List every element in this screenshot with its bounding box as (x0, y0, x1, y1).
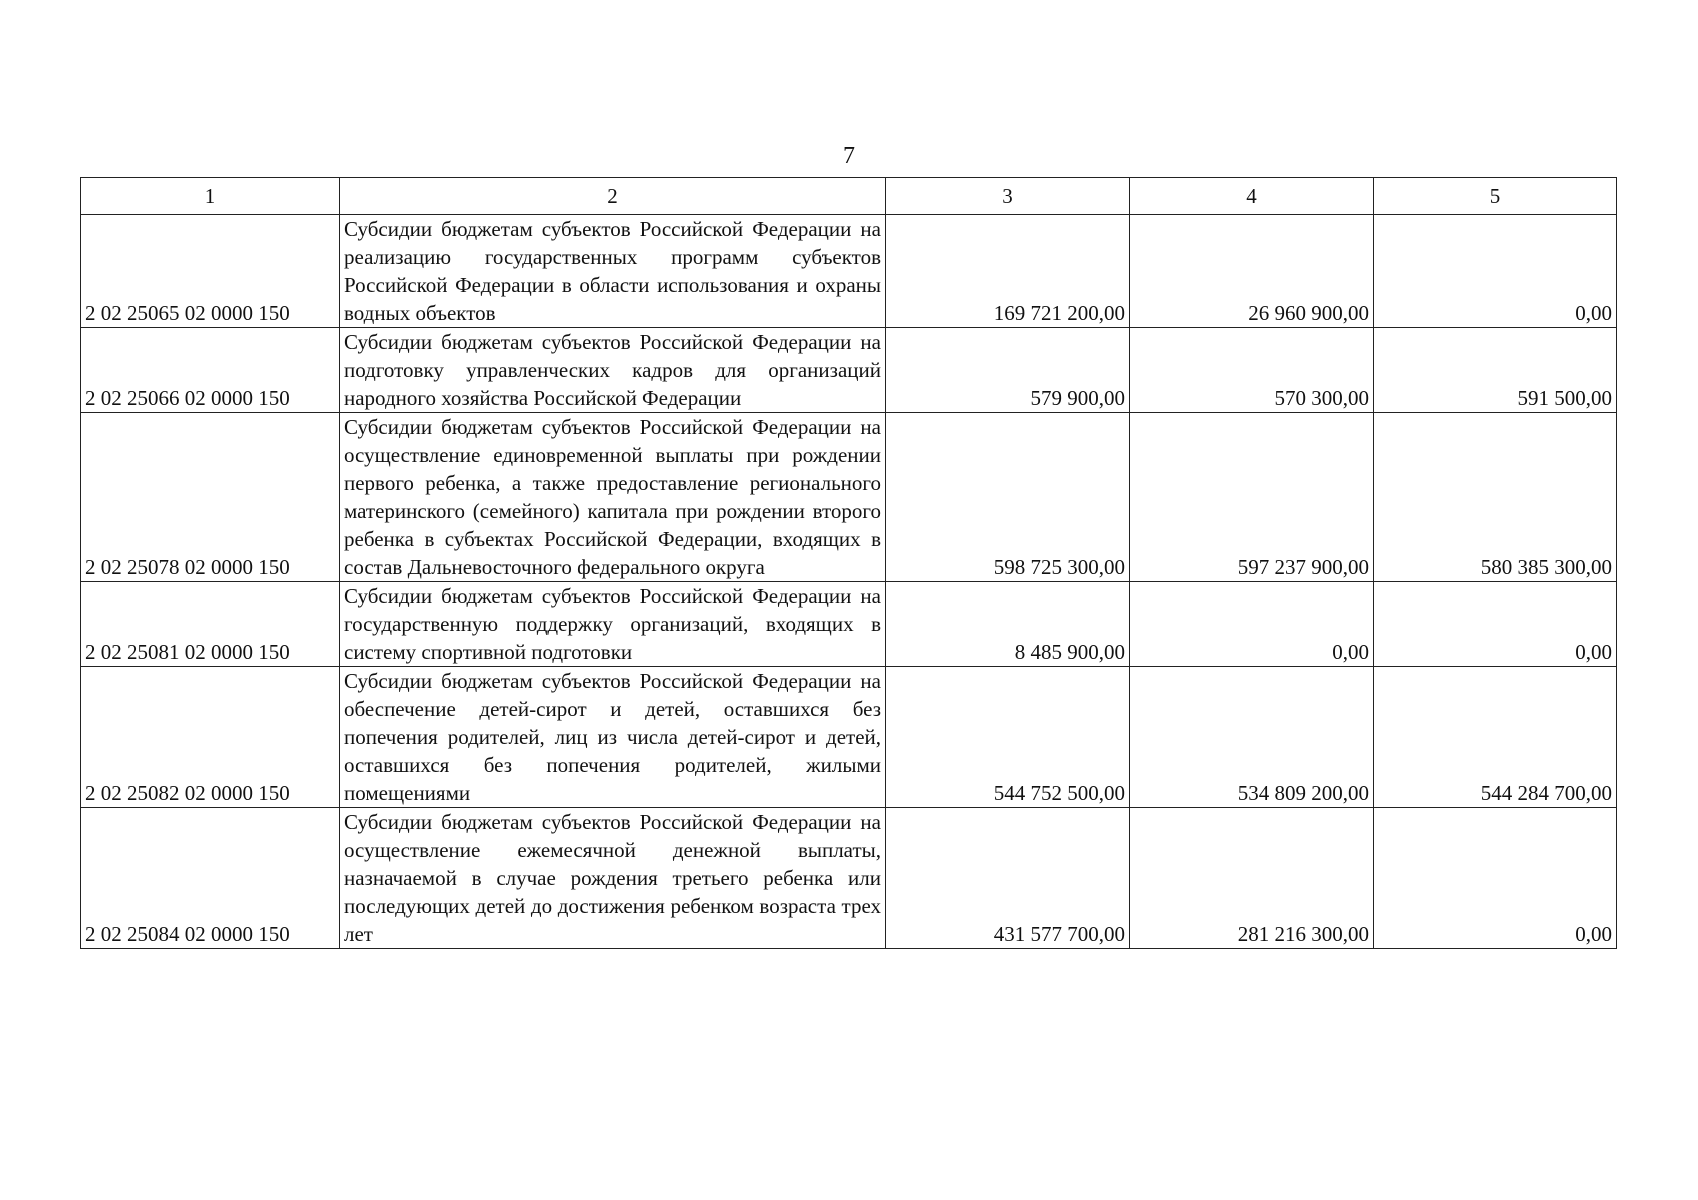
page-number-text: 7 (843, 143, 855, 169)
row-code: 2 02 25081 02 0000 150 (81, 582, 340, 667)
row-code: 2 02 25082 02 0000 150 (81, 667, 340, 808)
budget-table (80, 177, 1617, 949)
row-code: 2 02 25078 02 0000 150 (81, 413, 340, 582)
row-code: 2 02 25066 02 0000 150 (81, 328, 340, 413)
header-col-1: 1 (81, 178, 340, 215)
table-row (81, 667, 1617, 808)
table-row (81, 215, 1617, 328)
row-col5-value: 580 385 300,00 (1374, 413, 1617, 582)
row-col5-value: 0,00 (1374, 215, 1617, 328)
row-col5-value: 0,00 (1374, 582, 1617, 667)
table-body (81, 215, 1617, 949)
row-col4-value: 570 300,00 (1130, 328, 1374, 413)
row-col4-value: 534 809 200,00 (1130, 667, 1374, 808)
row-col3-value: 544 752 500,00 (886, 667, 1130, 808)
header-col-2: 2 (340, 178, 886, 215)
row-description: Субсидии бюджетам субъектов Российской Федерации на обеспечение детей-сирот и детей, оставшихся без попечения родителей, лиц из числа детей-сирот и детей, оставшихся без попечения родителей, жилыми помещениями (340, 667, 886, 808)
row-description: Субсидии бюджетам субъектов Российской Федерации на государственную поддержку организаций, входящих в систему спортивной подготовки (340, 582, 886, 667)
row-code: 2 02 25065 02 0000 150 (81, 215, 340, 328)
header-col-5: 5 (1374, 178, 1617, 215)
row-col5-value: 0,00 (1374, 808, 1617, 949)
row-description: Субсидии бюджетам субъектов Российской Федерации на осуществление ежемесячной денежной выплаты, назначаемой в случае рождения третьего ребенка или последующих детей до достижения ребенком возраста трех лет (340, 808, 886, 949)
table-row (81, 808, 1617, 949)
row-col3-value: 431 577 700,00 (886, 808, 1130, 949)
header-row (81, 178, 1617, 215)
row-col3-value: 579 900,00 (886, 328, 1130, 413)
row-col3-value: 8 485 900,00 (886, 582, 1130, 667)
row-col4-value: 281 216 300,00 (1130, 808, 1374, 949)
table-header (81, 178, 1617, 215)
header-col-3: 3 (886, 178, 1130, 215)
row-code: 2 02 25084 02 0000 150 (81, 808, 340, 949)
header-col-4: 4 (1130, 178, 1374, 215)
table-row (81, 582, 1617, 667)
row-description: Субсидии бюджетам субъектов Российской Федерации на реализацию государственных программ субъектов Российской Федерации в области использования и охраны водных объектов (340, 215, 886, 328)
table-row (81, 413, 1617, 582)
row-description: Субсидии бюджетам субъектов Российской Федерации на подготовку управленческих кадров для организаций народного хозяйства Российской Федерации (340, 328, 886, 413)
row-col3-value: 598 725 300,00 (886, 413, 1130, 582)
row-col5-value: 591 500,00 (1374, 328, 1617, 413)
row-col4-value: 597 237 900,00 (1130, 413, 1374, 582)
row-description: Субсидии бюджетам субъектов Российской Федерации на осуществление единовременной выплаты при рождении первого ребенка, а также предоставление регионального материнского (семейного) капитала при рождении второго ребенка в субъектах Российской Федерации, входящих в состав Дальневосточного федерального округа (340, 413, 886, 582)
row-col4-value: 26 960 900,00 (1130, 215, 1374, 328)
row-col3-value: 169 721 200,00 (886, 215, 1130, 328)
page-number (0, 142, 1698, 170)
table-row (81, 328, 1617, 413)
row-col5-value: 544 284 700,00 (1374, 667, 1617, 808)
row-col4-value: 0,00 (1130, 582, 1374, 667)
